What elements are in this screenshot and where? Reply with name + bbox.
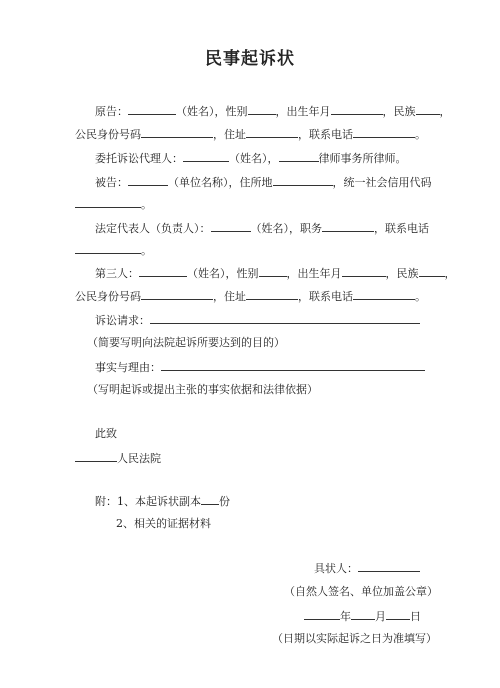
claims-line	[95, 313, 420, 328]
day-blank[interactable]	[386, 609, 410, 620]
plaintiff-address-blank[interactable]	[246, 127, 298, 138]
third-party-name-blank[interactable]	[139, 266, 187, 277]
third-party-ethnicity-blank[interactable]	[419, 266, 445, 277]
defendant-label: 被告：	[95, 176, 128, 189]
closing-court-line	[75, 451, 161, 466]
legal-rep-name-blank[interactable]	[211, 221, 251, 232]
claims-label: 诉讼请求：	[95, 314, 150, 327]
legal-rep-period: 。	[141, 244, 152, 257]
third-party-birth-label: ，出生年月	[286, 267, 342, 280]
attachment-2: 2、相关的证据材料	[116, 517, 211, 530]
facts-blank[interactable]	[161, 360, 425, 371]
signer-label: 具状人：	[314, 562, 358, 575]
third-party-label: 第三人：	[95, 267, 139, 280]
plaintiff-birth-label: ，出生年月	[275, 105, 331, 118]
agent-line	[95, 151, 407, 166]
plaintiff-line-1	[95, 104, 451, 119]
plaintiff-address-label: ，住址	[213, 128, 246, 141]
plaintiff-name-blank[interactable]	[128, 104, 176, 115]
third-party-address-blank[interactable]	[246, 289, 298, 300]
third-party-birth-blank[interactable]	[342, 266, 386, 277]
agent-name-blank[interactable]	[183, 151, 229, 162]
third-party-period: 。	[415, 290, 426, 303]
third-party-ethnicity-label: ，民族	[385, 267, 419, 280]
legal-rep-label: 法定代表人（负责人）：	[95, 222, 211, 235]
plaintiff-name-hint: （姓名）	[176, 105, 215, 118]
agent-firm-label: 律师事务所律师。	[318, 152, 407, 165]
court-name-blank[interactable]	[75, 451, 117, 462]
closing-to: 此致	[95, 427, 117, 440]
legal-rep-line-2	[75, 243, 152, 258]
third-party-address-label: ，住址	[213, 290, 246, 303]
third-party-id-blank[interactable]	[141, 289, 213, 300]
defendant-address-blank[interactable]	[273, 175, 333, 186]
claims-blank[interactable]	[150, 313, 420, 324]
legal-rep-name-hint: （姓名），职务	[250, 222, 322, 235]
month-label: 月	[375, 610, 386, 623]
date-line	[304, 609, 421, 624]
year-label: 年	[340, 610, 351, 623]
legal-rep-phone-blank[interactable]	[75, 243, 141, 254]
third-party-phone-label: ，联系电话	[298, 290, 353, 303]
plaintiff-ethnicity-label: ，民族	[382, 105, 416, 118]
attachment-copies-blank[interactable]	[201, 494, 219, 505]
defendant-credit-label: ，统一社会信用代码	[332, 176, 432, 189]
third-party-line-1	[95, 266, 456, 281]
plaintiff-id-label: 公民身份号码	[75, 128, 141, 141]
plaintiff-line-2	[75, 127, 426, 142]
year-blank[interactable]	[304, 609, 340, 620]
facts-note: （写明起诉或提出主张的事实依据和法律依据）	[87, 383, 318, 396]
plaintiff-phone-label: ，联系电话	[298, 128, 353, 141]
claims-note: （简要写明向法院起诉所要达到的目的）	[87, 336, 285, 349]
defendant-line-2	[75, 197, 152, 212]
defendant-period: 。	[141, 198, 152, 211]
plaintiff-birth-blank[interactable]	[331, 104, 383, 115]
third-party-line-2	[75, 289, 426, 304]
third-party-gender-blank[interactable]	[259, 266, 287, 277]
attachment-1-prefix: 附：1、本起诉状副本	[95, 495, 201, 508]
third-party-gender-label: ，性别	[225, 267, 259, 280]
plaintiff-label: 原告：	[95, 105, 128, 118]
date-note: （日期以实际起诉之日为准填写）	[272, 632, 437, 645]
defendant-name-blank[interactable]	[128, 175, 168, 186]
signer-line	[314, 561, 420, 576]
legal-rep-title-blank[interactable]	[322, 221, 374, 232]
signer-blank[interactable]	[358, 561, 420, 572]
defendant-credit-blank[interactable]	[75, 197, 141, 208]
signer-note: （自然人签名、单位加盖公章）	[284, 585, 438, 598]
legal-rep-phone-label: ，联系电话	[374, 222, 429, 235]
facts-label: 事实与理由：	[95, 361, 161, 374]
attachment-1	[95, 494, 230, 509]
agent-label: 委托诉讼代理人：	[95, 152, 183, 165]
third-party-phone-blank[interactable]	[353, 289, 415, 300]
third-party-id-label: 公民身份号码	[75, 290, 141, 303]
third-party-name-hint: （姓名）	[187, 267, 226, 280]
month-blank[interactable]	[351, 609, 375, 620]
agent-name-hint: （姓名），	[229, 152, 279, 165]
third-party-line-end: ，	[444, 267, 456, 280]
attachment-1-suffix: 份	[219, 495, 230, 508]
defendant-name-hint: （单位名称），住所地	[168, 176, 273, 189]
day-label: 日	[410, 610, 421, 623]
plaintiff-gender-label: ，性别	[214, 105, 248, 118]
document-title: 民事起诉状	[205, 49, 295, 69]
agent-firm-blank[interactable]	[279, 151, 319, 162]
plaintiff-phone-blank[interactable]	[353, 127, 415, 138]
legal-rep-line-1	[95, 221, 429, 236]
plaintiff-ethnicity-blank[interactable]	[416, 104, 440, 115]
plaintiff-gender-blank[interactable]	[248, 104, 276, 115]
court-label: 人民法院	[117, 452, 161, 465]
plaintiff-id-blank[interactable]	[141, 127, 213, 138]
plaintiff-period: 。	[415, 128, 426, 141]
facts-line	[95, 360, 425, 375]
defendant-line-1	[95, 175, 432, 190]
plaintiff-line-end: ，	[439, 105, 451, 118]
